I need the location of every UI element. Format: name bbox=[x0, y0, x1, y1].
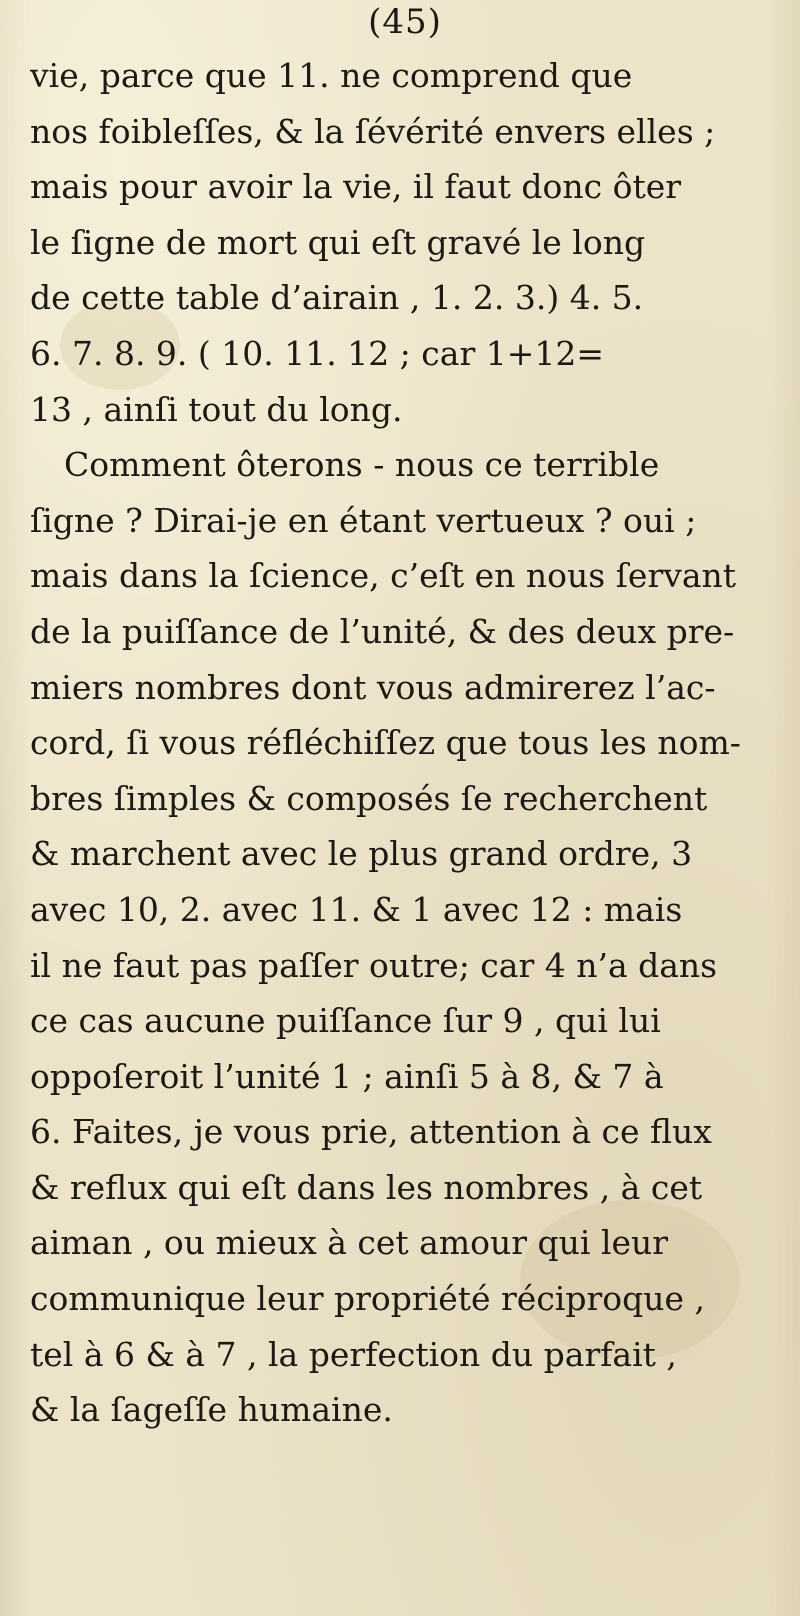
text-line: il ne faut pas paſſer outre; car 4 n’a dans bbox=[30, 945, 718, 985]
text-line: aiman , ou mieux à cet amour qui leur bbox=[30, 1223, 669, 1263]
text-line: oppoſeroit l’unité 1 ; ainſi 5 à 8, & 7 à bbox=[30, 1056, 664, 1096]
text-line: communique leur propriété réciproque , bbox=[30, 1279, 706, 1319]
text-line: le ſigne de mort qui eſt gravé le long bbox=[30, 222, 646, 262]
text-line: miers nombres dont vous admirerez l’ac- bbox=[30, 667, 716, 707]
paragraph-start-line: Comment ôterons - nous ce terrible bbox=[64, 445, 660, 485]
text-line: mais pour avoir la vie, il faut donc ôter bbox=[30, 167, 682, 207]
text-line: de cette table d’airain , 1. 2. 3.) 4. 5. bbox=[30, 278, 644, 318]
text-line: ce cas aucune puiſſance ſur 9 , qui lui bbox=[30, 1001, 661, 1041]
body-text bbox=[30, 48, 790, 1438]
text-line: nos foibleſſes, & la ſévérité envers elles ; bbox=[30, 111, 716, 151]
text-line: & reflux qui eſt dans les nombres , à cet bbox=[30, 1167, 703, 1207]
text-line: 6. 7. 8. 9. ( 10. 11. 12 ; car 1+12= bbox=[30, 333, 605, 373]
text-line: tel à 6 & à 7 , la perfection du parfait , bbox=[30, 1334, 677, 1374]
text-line: vie, parce que 11. ne comprend que bbox=[30, 56, 633, 95]
text-line: & marchent avec le plus grand ordre, 3 bbox=[30, 834, 693, 874]
text-line: bres ſimples & composés ſe recherchent bbox=[30, 778, 708, 818]
text-line: ſigne ? Dirai-je en étant vertueux ? oui ; bbox=[30, 500, 697, 540]
text-line: avec 10, 2. avec 11. & 1 avec 12 : mais bbox=[30, 889, 683, 929]
text-line: & la ſageſſe humaine. bbox=[30, 1390, 393, 1430]
text-line: 13 , ainſi tout du long. bbox=[30, 389, 403, 429]
text-line: de la puiſſance de l’unité, & des deux pre- bbox=[30, 611, 735, 651]
text-line: 6. Faites, je vous prie, attention à ce flux bbox=[30, 1112, 712, 1152]
page-number: (45) bbox=[368, 2, 442, 42]
text-line: cord, ſi vous réfléchiſſez que tous les nom- bbox=[30, 723, 741, 763]
text-line: mais dans la ſcience, c’eſt en nous ſervant bbox=[30, 556, 737, 596]
